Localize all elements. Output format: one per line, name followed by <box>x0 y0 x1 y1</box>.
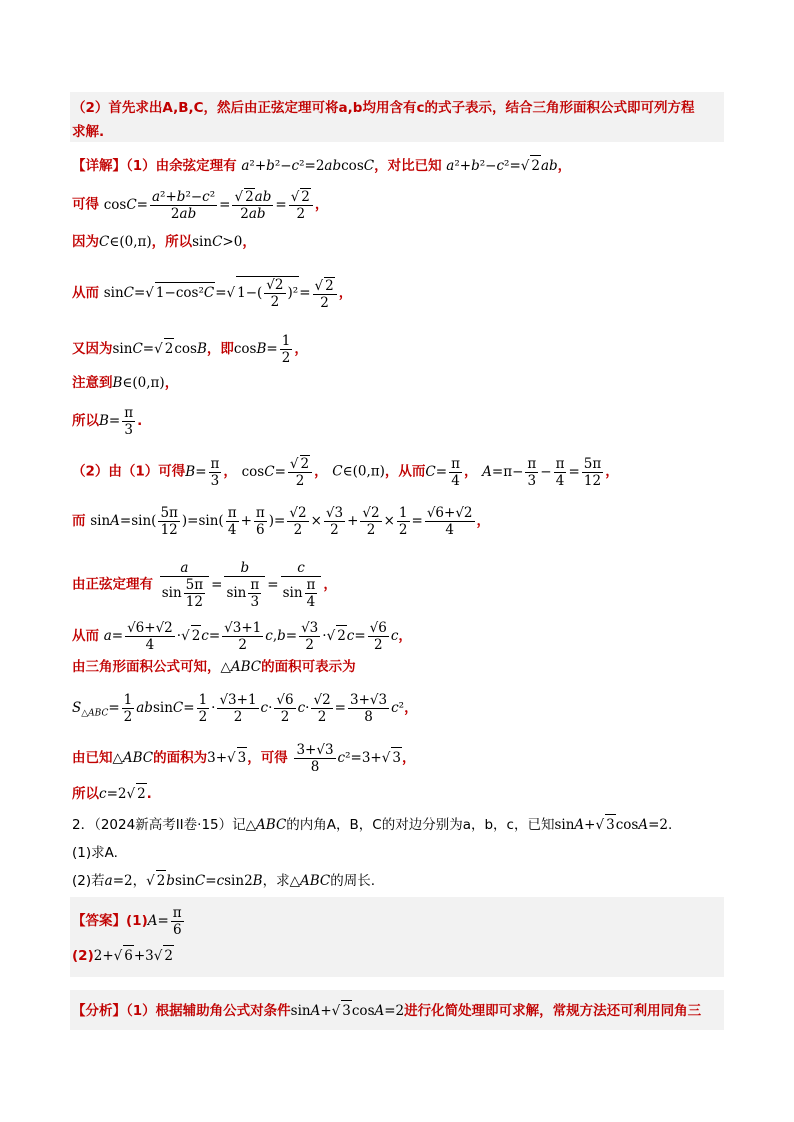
detail-line-15: 所以c=2√ 2. <box>72 783 152 804</box>
detail-line-12: 由三角形面积公式可知，△ABC的面积可表示为 <box>72 659 356 675</box>
detail-line-4: 从而 sinC=√ 1−cos²C=√ 1−( $\frac{√2}{2}$ )²= $\frac{√ 2}{2}$ ， <box>72 277 353 311</box>
detail-line-8: （2）由（1）可得B= $\frac{\pi}{3}$ ， cosC= $\frac{√ 2}{2}$ ， C∈(0,π)，从而C= $\frac{\pi}{4}$ ， A=π− $\frac{\pi}{3}$ − $\frac{\pi}{4}$ = $\frac{5\pi}{12}$ ， <box>72 455 619 489</box>
question-2: 2．（2024新高考II卷·15）记△ABC的内角A，B，C的对边分别为a，b，c，已知sinA+√ 3cosA=2. <box>72 814 672 835</box>
part2-intro-cont: 求解. <box>72 124 105 140</box>
analysis-line: 【分析】（1）根据辅助角公式对条件sinA+√ 3cosA=2进行化简处理即可求解，常规方法还可利用同角三 <box>72 1000 701 1021</box>
detail-line-10: 由正弦定理有 a sin $\frac{5\pi}{12}$ = b sin $\frac{\pi}{3}$ = c sin $\frac{\pi}{4}$ ， <box>72 560 337 610</box>
question-2-sub-2: (2)若a=2，√ 2bsinC=csin2B，求△ABC的周长. <box>72 870 375 891</box>
detail-line-9: 而 sinA=sin( $\frac{5\pi}{12}$ )=sin( $\frac{\pi}{4}$ + $\frac{\pi}{6}$ )= $\frac{√2}{2}$ × $\frac{√3}{2}$ + $\frac{√2}{2}$ × $\frac{1}{2}$ = $\frac{√6+√2}{4}$ ， <box>72 505 491 538</box>
detail-line-13: $S_{\triangle ABC}=$ $\frac{1}{2}$ absinC= $\frac{1}{2}$ · $\frac{√3+1}{2}$ c· $\frac{√6}{2}$ c· $\frac{√2}{2}$ = $\frac{3+√3}{8}$ c²， <box>72 692 418 725</box>
detail-line-6: 注意到B∈(0,π)， <box>72 375 179 391</box>
answer-line-2: (2)2+√ 6+3√ 2 <box>72 945 174 966</box>
detail-line-11: 从而 a= $\frac{√6+√2}{4}$ ·√ 2c= $\frac{√3+1}{2}$ c,b= $\frac{√3}{2}$ ·√ 2c= $\frac{√6}{2}$ c， <box>72 620 412 653</box>
detail-line-1: 【详解】（1）由余弦定理有 a²+b²−c²=2abcosC，对比已知 a²+b²−c²=√ 2ab， <box>72 155 571 176</box>
answer-line-1: 【答案】(1)A= $\frac{\pi}{6}$ <box>72 905 182 938</box>
detail-line-2: 可得 cosC= $\frac{\text{a²+b²−c²}}{2ab}$ = $\frac{√ 2ab}{2ab}$ = $\frac{√ 2}{2}$ ， <box>72 188 329 222</box>
detail-line-5: 又因为sinC=√ 2cosB，即cosB= $\frac{1}{2}$ ， <box>72 333 308 366</box>
detail-line-14: 由已知△ABC的面积为3+√ 3，可得 $\frac{3+√3}{8}$ c²=3+√ 3， <box>72 742 416 775</box>
detail-line-3: 因为C∈(0,π)，所以sinC>0， <box>72 234 256 250</box>
question-2-sub-1: (1)求A. <box>72 845 118 861</box>
part2-intro: （2）首先求出A,B,C，然后由正弦定理可将a,b均用含有c的式子表示，结合三角形面积公式即可列方程 <box>72 100 695 116</box>
detail-line-7: 所以B= $\frac{\pi}{3}$ . <box>72 405 143 438</box>
